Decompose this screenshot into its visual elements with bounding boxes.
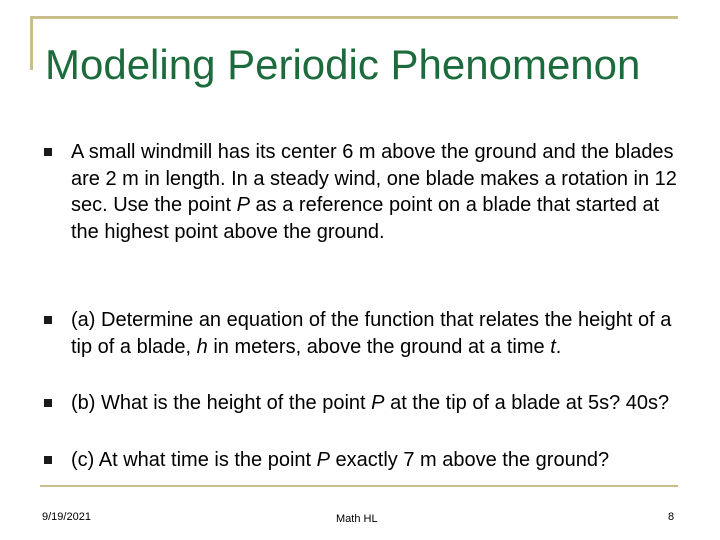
bullet-text-segment: (b) What is the height of the point <box>71 392 372 414</box>
bullet-text <box>71 447 684 474</box>
bullet-item <box>44 447 684 474</box>
bullet-text-segment: . <box>555 335 562 358</box>
bullet-text-segment-italic: t <box>550 335 556 358</box>
frame-top-border <box>30 16 678 19</box>
footer-date: 9/19/2021 <box>42 511 91 523</box>
bullet-text-segment-italic: P <box>236 194 250 216</box>
bullet-text-segment: as a reference point on a blade that started at the highest point above the ground. <box>71 194 660 243</box>
bullet-item <box>44 307 684 360</box>
bullet-text-segment-italic: h <box>196 335 208 358</box>
bullet-item <box>44 390 684 417</box>
bullet-text-segment: at the tip of a blade at 5s? 40s? <box>384 392 670 414</box>
footer-course: Math HL <box>336 513 378 525</box>
bullet-text-segment: (a) Determine an equation of the function that relates the height of a tip of a blade, <box>71 309 672 358</box>
square-bullet-icon <box>44 148 52 156</box>
slide-title: Modeling Periodic Phenomenon <box>45 41 641 88</box>
frame-bottom-border <box>40 485 678 487</box>
bullet-text-segment: in meters, above the ground at a time <box>207 335 551 358</box>
bullet-text-segment: (c) At what time is the point <box>71 449 317 471</box>
bullet-text-segment: A small windmill has its center 6 m above the ground and the blades are 2 m in length. In a steady wind, one blade makes a rotation in 12 sec. Use the point <box>71 141 677 216</box>
bullet-text <box>71 139 684 245</box>
bullet-text-segment: exactly 7 m above the ground? <box>330 449 610 471</box>
square-bullet-icon <box>44 316 52 324</box>
bullet-text-segment-italic: P <box>371 392 385 414</box>
frame-left-border <box>30 16 33 70</box>
square-bullet-icon <box>44 456 52 464</box>
bullet-text <box>71 307 684 360</box>
bullet-text-segment-italic: P <box>316 449 330 471</box>
square-bullet-icon <box>44 399 52 407</box>
bullet-item <box>44 139 684 245</box>
footer-page-number: 8 <box>668 511 675 523</box>
bullet-text <box>71 390 684 417</box>
